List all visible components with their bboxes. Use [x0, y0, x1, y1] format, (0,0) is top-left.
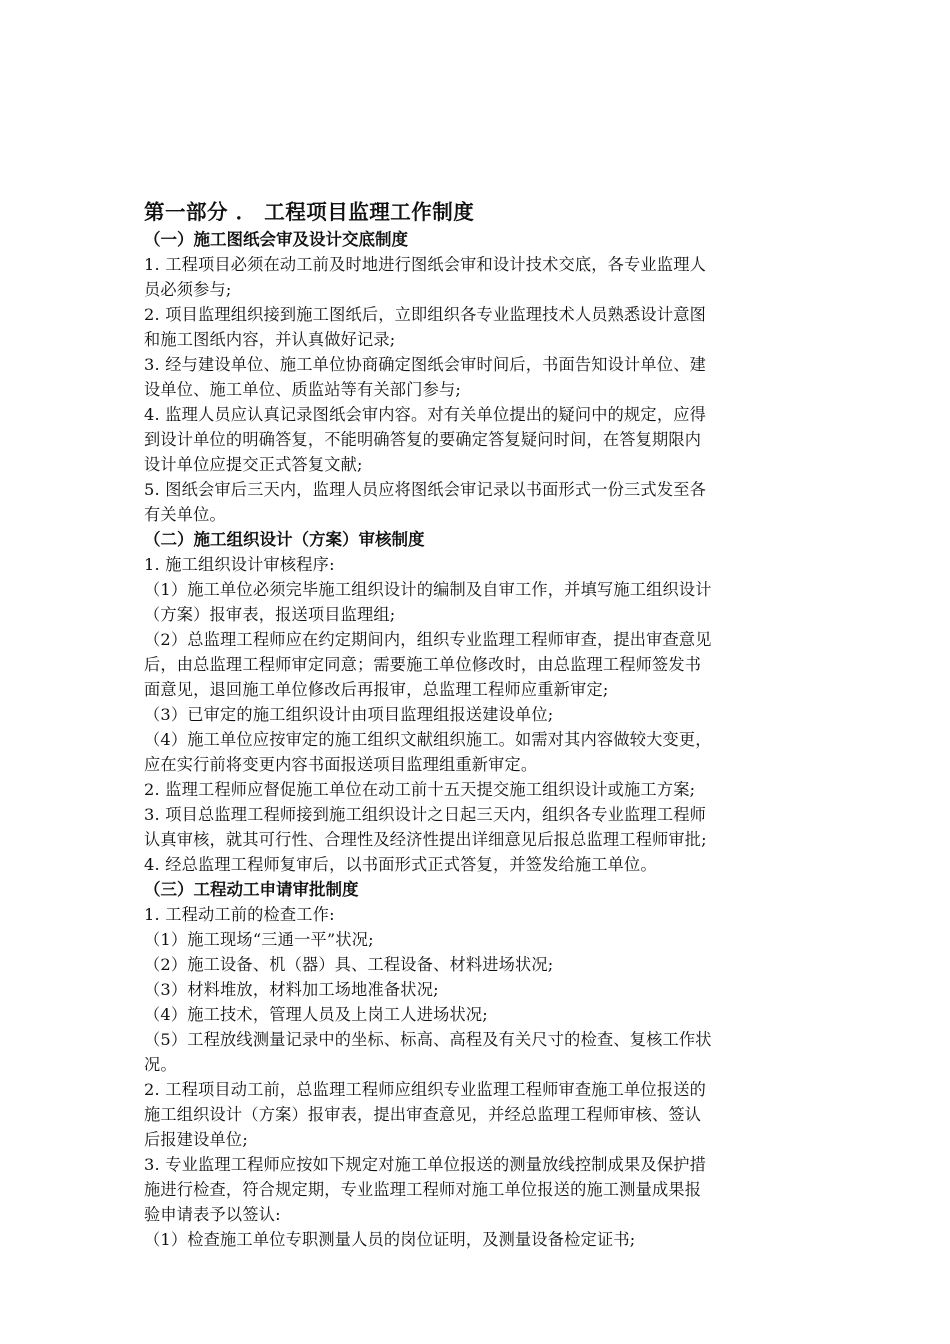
- paragraph: [144, 852, 806, 877]
- text-line: （1）检查施工单位专职测量人员的岗位证明，及测量设备检定证书;: [144, 1230, 636, 1249]
- text-line: 设单位、施工单位、质监站等有关部门参与;: [144, 380, 462, 399]
- text-line: 1. 施工组织设计审核程序:: [144, 555, 335, 574]
- paragraph: [144, 552, 806, 577]
- text-line: （方案）报审表，报送项目监理组;: [144, 605, 396, 624]
- text-line: 4. 监理人员应认真记录图纸会审内容。对有关单位提出的疑问中的规定，应得: [144, 405, 706, 424]
- text-line: 3. 经与建设单位、施工单位协商确定图纸会审时间后，书面告知设计单位、建: [144, 355, 706, 374]
- text-line: （3）已审定的施工组织设计由项目监理组报送建设单位;: [144, 705, 554, 724]
- paragraph: [144, 352, 806, 402]
- text-line: （1）施工单位必须完毕施工组织设计的编制及自审工作，并填写施工组织设计: [144, 580, 712, 599]
- paragraph: [144, 1002, 806, 1027]
- text-line: 2. 项目监理组织接到施工图纸后，立即组织各专业监理技术人员熟悉设计意图: [144, 305, 706, 324]
- paragraph: [144, 802, 806, 852]
- text-line: 设计单位应提交正式答复文献;: [144, 455, 363, 474]
- text-line: 后报建设单位;: [144, 1130, 248, 1149]
- paragraph: [144, 777, 806, 802]
- text-line: 认真审核，就其可行性、合理性及经济性提出详细意见后报总监理工程师审批;: [144, 830, 707, 849]
- paragraph: [144, 977, 806, 1002]
- text-line: 员必须参与;: [144, 280, 232, 299]
- text-line: 2. 工程项目动工前，总监理工程师应组织专业监理工程师审查施工单位报送的: [144, 1080, 706, 1099]
- sections-container: [144, 227, 806, 1252]
- paragraph: [144, 302, 806, 352]
- text-line: 况。: [144, 1055, 177, 1074]
- text-line: 验申请表予以签认:: [144, 1205, 281, 1224]
- document-body: [144, 197, 806, 1252]
- text-line: （4）施工单位应按审定的施工组织文献组织施工。如需对其内容做较大变更，: [144, 730, 712, 749]
- text-line: 1. 工程动工前的检查工作:: [144, 905, 335, 924]
- text-line: 面意见，退回施工单位修改后再报审，总监理工程师应重新审定;: [144, 680, 609, 699]
- text-line: 后，由总监理工程师审定同意；需要施工单位修改时，由总监理工程师签发书: [144, 655, 702, 674]
- text-line: 1. 工程项目必须在动工前及时地进行图纸会审和设计技术交底，各专业监理人: [144, 255, 706, 274]
- text-line: （4）施工技术，管理人员及上岗工人进场状况;: [144, 1005, 488, 1024]
- paragraph: [144, 1227, 806, 1252]
- paragraph: [144, 702, 806, 727]
- text-line: 3. 项目总监理工程师接到施工组织设计之日起三天内，组织各专业监理工程师: [144, 805, 706, 824]
- paragraph: [144, 252, 806, 302]
- text-line: 到设计单位的明确答复，不能明确答复的要确定答复疑问时间，在答复期限内: [144, 430, 702, 449]
- paragraph: [144, 402, 806, 477]
- paragraph: [144, 477, 806, 527]
- section-heading: （一）施工图纸会审及设计交底制度: [144, 230, 408, 249]
- text-line: 施进行检查，符合规定期，专业监理工程师对施工单位报送的施工测量成果报: [144, 1180, 702, 1199]
- text-line: （2）施工设备、机（器）具、工程设备、材料进场状况;: [144, 955, 554, 974]
- text-line: （3）材料堆放，材料加工场地准备状况;: [144, 980, 439, 999]
- paragraph: [144, 952, 806, 977]
- text-line: 施工组织设计（方案）报审表，提出审查意见，并经总监理工程师审核、签认: [144, 1105, 702, 1124]
- paragraph: [144, 1027, 806, 1077]
- text-line: 4. 经总监理工程师复审后，以书面形式正式答复，并签发给施工单位。: [144, 855, 657, 874]
- text-line: 5. 图纸会审后三天内，监理人员应将图纸会审记录以书面形式一份三式发至各: [144, 480, 706, 499]
- paragraph: [144, 902, 806, 927]
- paragraph: [144, 927, 806, 952]
- paragraph: [144, 577, 806, 627]
- section-heading: （二）施工组织设计（方案）审核制度: [144, 530, 425, 549]
- text-line: 应在实行前将变更内容书面报送项目监理组重新审定。: [144, 755, 538, 774]
- paragraph: [144, 1077, 806, 1152]
- text-line: 3. 专业监理工程师应按如下规定对施工单位报送的测量放线控制成果及保护措: [144, 1155, 706, 1174]
- text-line: 有关单位。: [144, 505, 226, 524]
- paragraph: [144, 727, 806, 777]
- text-line: （1）施工现场“三通一平”状况;: [144, 930, 374, 949]
- text-line: （5）工程放线测量记录中的坐标、标高、高程及有关尺寸的检查、复核工作状: [144, 1030, 712, 1049]
- section-heading: （三）工程动工申请审批制度: [144, 880, 359, 899]
- text-line: （2）总监理工程师应在约定期间内，组织专业监理工程师审查，提出审查意见: [144, 630, 712, 649]
- paragraph: [144, 1152, 806, 1227]
- document-title: 第一部分 ． 工程项目监理工作制度: [144, 200, 475, 224]
- text-line: 和施工图纸内容，并认真做好记录;: [144, 330, 396, 349]
- text-line: 2. 监理工程师应督促施工单位在动工前十五天提交施工组织设计或施工方案;: [144, 780, 696, 799]
- paragraph: [144, 627, 806, 702]
